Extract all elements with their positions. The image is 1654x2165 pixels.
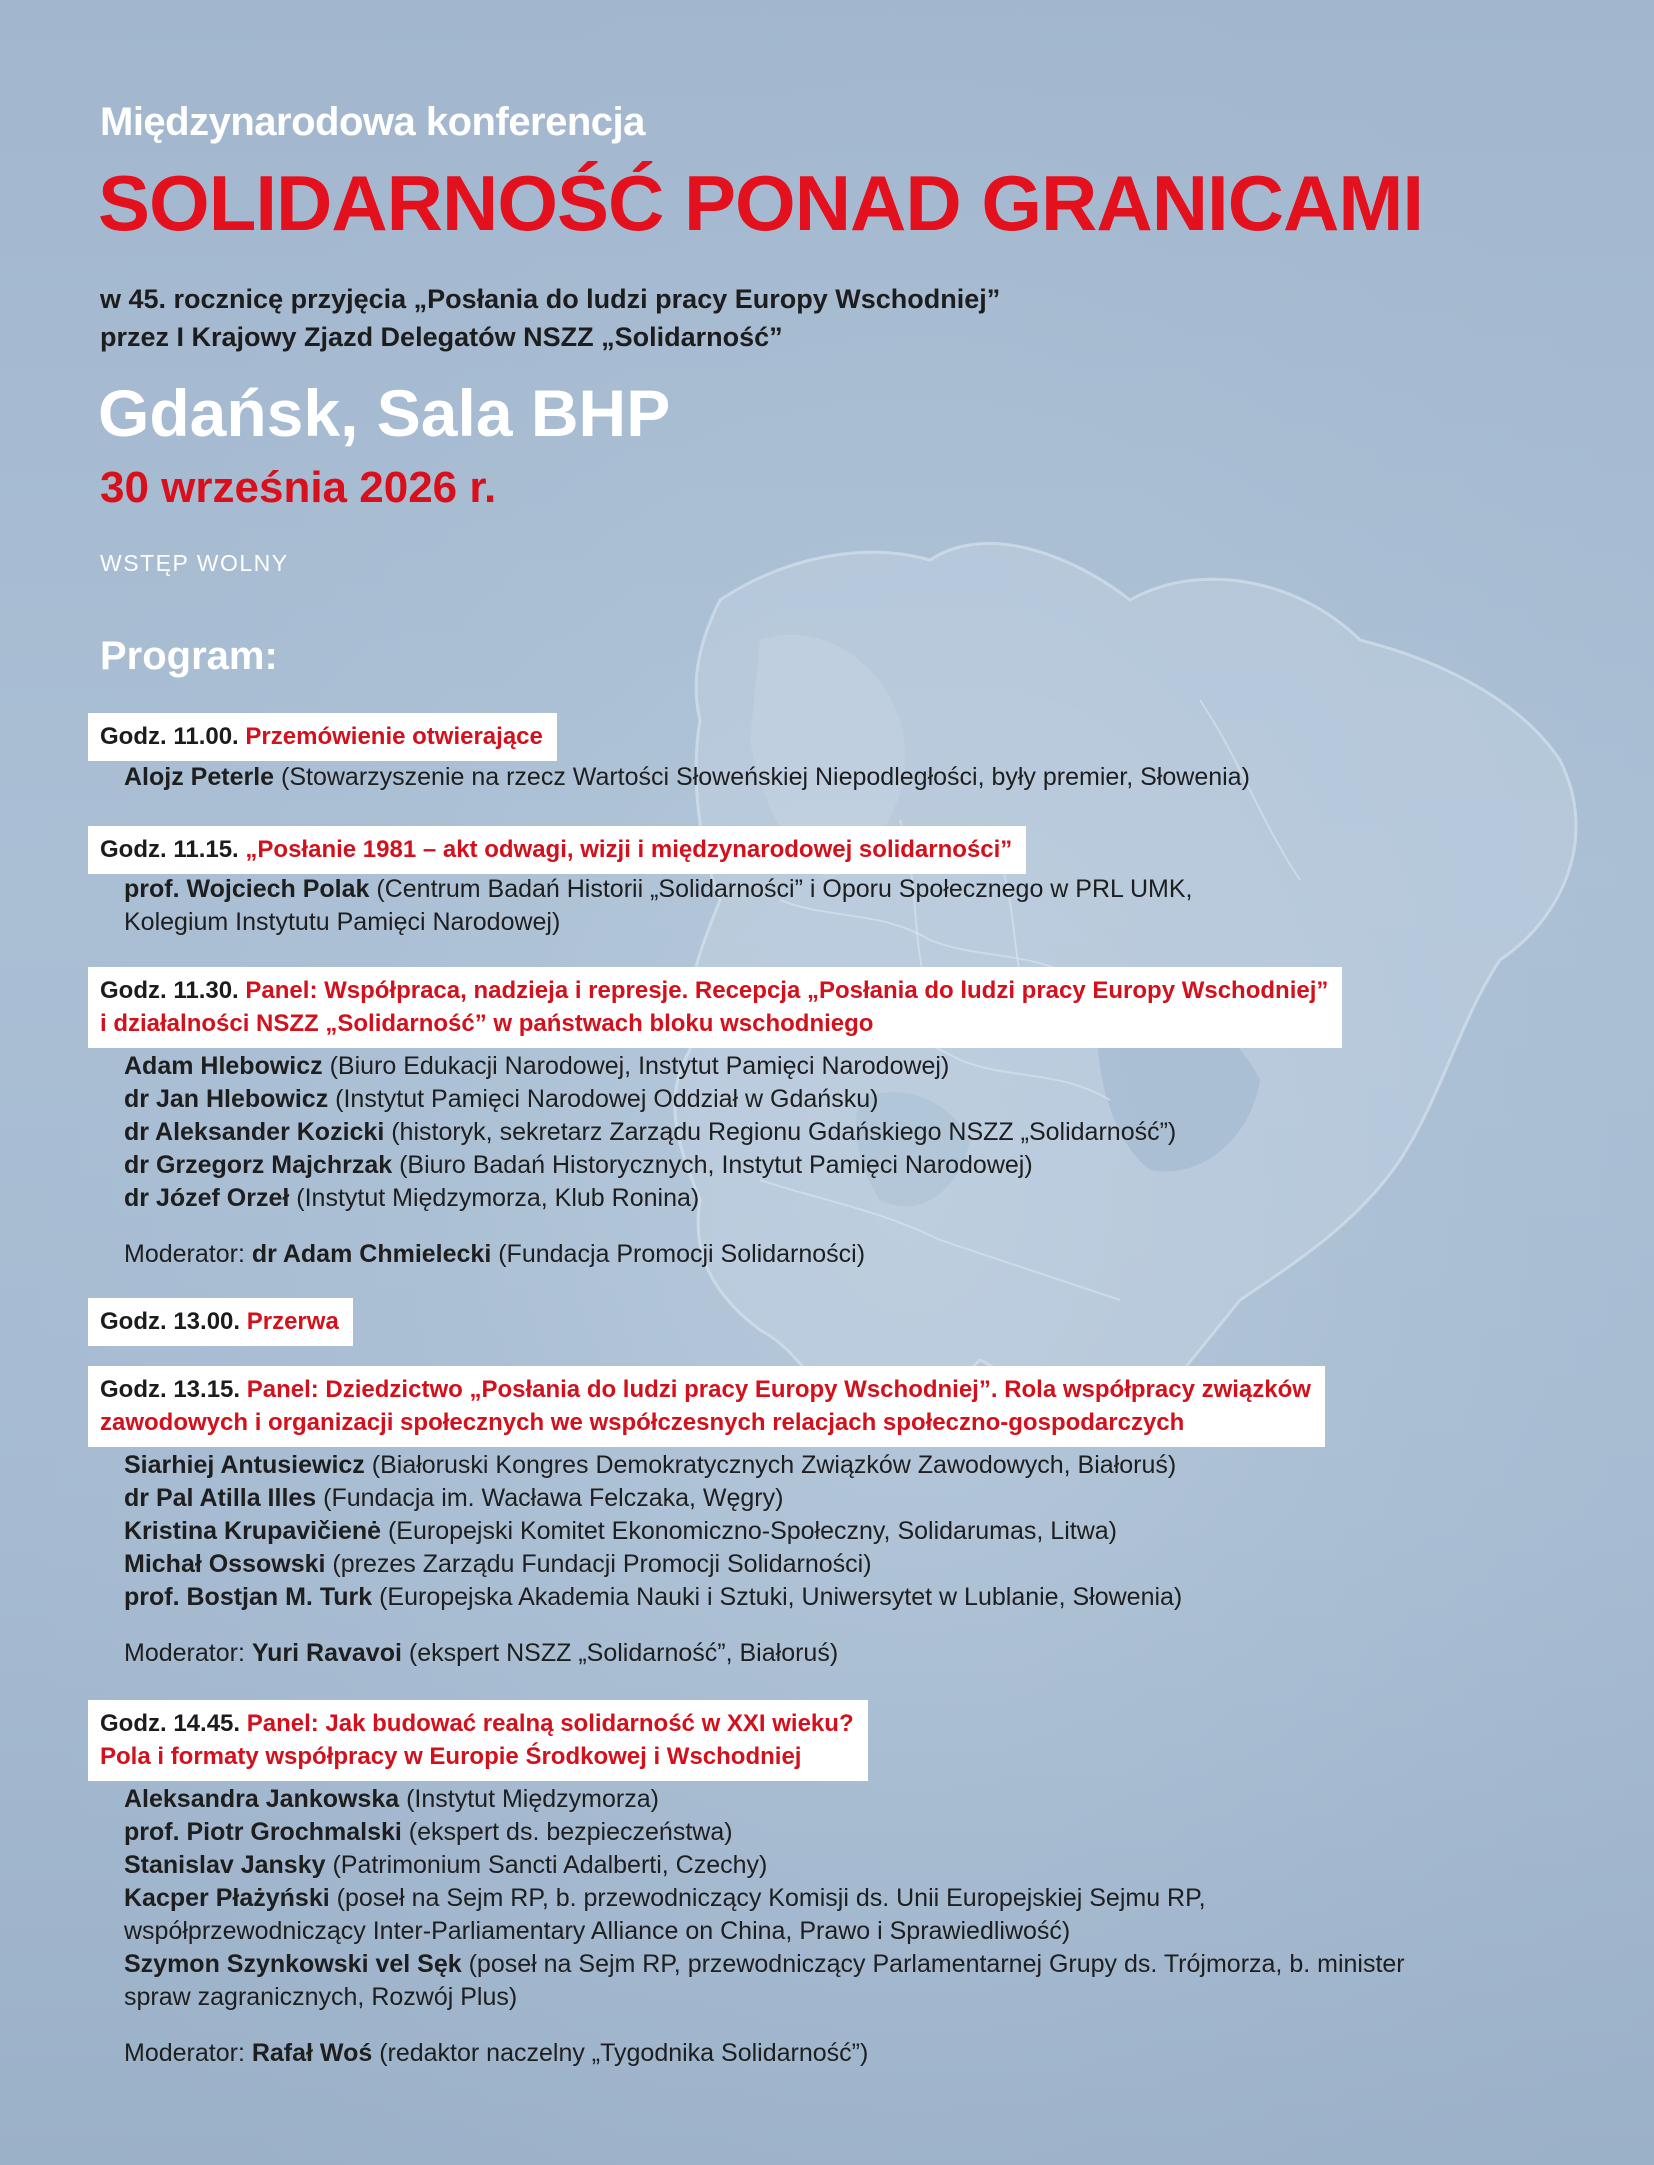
- speaker-affiliation: (Instytut Międzymorza): [399, 1785, 659, 1813]
- speaker-affiliation: (Fundacja im. Wacława Felczaka, Węgry): [316, 1484, 784, 1512]
- session-header: [88, 1700, 868, 1781]
- speaker: [124, 1482, 1182, 1515]
- speaker: [124, 1548, 1182, 1581]
- anniversary-line-2: przez I Krajowy Zjazd Delegatów NSZZ „Solidarność”: [100, 322, 783, 352]
- moderator-name: dr Adam Chmielecki: [251, 1240, 492, 1268]
- session-title-cont: Pola i formaty współpracy w Europie Środkowej i Wschodniej: [100, 1743, 802, 1770]
- speaker-affiliation: (prezes Zarządu Fundacji Promocji Solidarności): [325, 1550, 872, 1578]
- moderator-label: Moderator:: [124, 1240, 252, 1268]
- session-time: Godz. 13.00.: [100, 1308, 241, 1335]
- speaker-list: [124, 1783, 1405, 2014]
- speaker: [124, 1816, 1405, 1849]
- speaker: [124, 761, 1250, 794]
- session-title: „Posłanie 1981 – akt odwagi, wizji i międzynarodowej solidarności”: [245, 836, 1013, 863]
- moderator-affiliation: (Fundacja Promocji Solidarności): [491, 1240, 866, 1268]
- session-header: [88, 1366, 1325, 1447]
- speaker-name: Stanislav Jansky: [124, 1851, 326, 1879]
- session-title: Panel: Dziedzictwo „Posłania do ludzi pracy Europy Wschodniej”. Rola współpracy związków: [246, 1376, 1311, 1403]
- speaker-affiliation: (Europejski Komitet Ekonomiczno-Społeczny, Solidarumas, Litwa): [381, 1517, 1117, 1545]
- session-header: [88, 967, 1342, 1048]
- speaker-list: [124, 1050, 1176, 1215]
- speaker-affiliation: (Biuro Badań Historycznych, Instytut Pamięci Narodowej): [392, 1151, 1033, 1179]
- session-title: Przerwa: [246, 1308, 339, 1335]
- speaker: [124, 1449, 1182, 1482]
- speaker: [124, 1882, 1405, 1948]
- anniversary-line-1: w 45. rocznicę przyjęcia „Posłania do ludzi pracy Europy Wschodniej”: [100, 284, 1001, 314]
- speaker-list: [124, 873, 1192, 939]
- speaker-affiliation: (Patrimonium Sancti Adalberti, Czechy): [325, 1851, 768, 1879]
- speaker-affiliation: (poseł na Sejm RP, b. przewodniczący Komisji ds. Unii Europejskiej Sejmu RP,: [329, 1884, 1206, 1912]
- speaker-name: Alojz Peterle: [124, 763, 275, 791]
- speaker-name: prof. Bostjan M. Turk: [124, 1583, 373, 1611]
- speaker: [124, 1515, 1182, 1548]
- speaker-affiliation: (Stowarzyszenie na rzecz Wartości Słoweńskiej Niepodległości, były premier, Słowenia): [274, 763, 1250, 791]
- conference-title: SOLIDARNOŚĆ PONAD GRANICAMI: [98, 159, 1424, 247]
- moderator: [124, 2037, 868, 2070]
- speaker-affiliation: (Biuro Edukacji Narodowej, Instytut Pamięci Narodowej): [322, 1052, 950, 1080]
- speaker-name: dr Józef Orzeł: [124, 1184, 290, 1212]
- moderator-label: Moderator:: [124, 1639, 252, 1667]
- moderator: [124, 1637, 838, 1670]
- speaker-affiliation: (Instytut Międzymorza, Klub Ronina): [289, 1184, 700, 1212]
- session-title-cont: zawodowych i organizacji społecznych we współczesnych relacjach społeczno-gospodarczych: [100, 1409, 1185, 1436]
- speaker: [124, 1849, 1405, 1882]
- speaker: [124, 1083, 1176, 1116]
- speaker-name: dr Pal Atilla Illes: [124, 1484, 317, 1512]
- speaker-name: prof. Wojciech Polak: [124, 875, 370, 903]
- speaker-name: dr Aleksander Kozicki: [124, 1118, 385, 1146]
- speaker: [124, 1149, 1176, 1182]
- moderator-name: Yuri Ravavoi: [251, 1639, 402, 1667]
- session-time: Godz. 11.00.: [100, 723, 239, 750]
- speaker-affiliation-cont: Kolegium Instytutu Pamięci Narodowej): [124, 908, 561, 936]
- session-title: Przemówienie otwierające: [245, 723, 543, 750]
- conference-subtitle: Międzynarodowa konferencja: [100, 100, 645, 144]
- speaker-name: Siarhiej Antusiewicz: [124, 1451, 365, 1479]
- session-time: Godz. 13.15.: [100, 1376, 241, 1403]
- speaker: [124, 1948, 1405, 2014]
- speaker-name: Kristina Krupavičienė: [124, 1517, 382, 1545]
- speaker-name: Aleksandra Jankowska: [124, 1785, 400, 1813]
- speaker: [124, 1783, 1405, 1816]
- speaker-name: dr Grzegorz Majchrzak: [124, 1151, 393, 1179]
- speaker-name: prof. Piotr Grochmalski: [124, 1818, 402, 1846]
- speaker-list: [124, 1449, 1182, 1614]
- speaker-affiliation: (Centrum Badań Historii „Solidarności” i Oporu Społecznego w PRL UMK,: [369, 875, 1193, 903]
- speaker-name: Michał Ossowski: [124, 1550, 326, 1578]
- speaker-name: dr Jan Hlebowicz: [124, 1085, 329, 1113]
- session-header: [88, 713, 557, 761]
- moderator-name: Rafał Woś: [251, 2039, 373, 2067]
- speaker: [124, 1182, 1176, 1215]
- session-header: [88, 1298, 353, 1346]
- speaker: [124, 1116, 1176, 1149]
- program-heading: Program:: [100, 634, 278, 678]
- speaker: [124, 1050, 1176, 1083]
- venue: Gdańsk, Sala BHP: [98, 376, 671, 450]
- session-header: [88, 826, 1026, 874]
- speaker-affiliation: (Białoruski Kongres Demokratycznych Związków Zawodowych, Białoruś): [364, 1451, 1177, 1479]
- speaker-affiliation: (historyk, sekretarz Zarządu Regionu Gdańskiego NSZZ „Solidarność”): [384, 1118, 1177, 1146]
- speaker: [124, 873, 1192, 939]
- session-title-cont: i działalności NSZZ „Solidarność” w państwach bloku wschodniego: [100, 1010, 874, 1037]
- session-title: Panel: Współpraca, nadzieja i represje. Recepcja „Posłania do ludzi pracy Europy Wschodniej”: [245, 977, 1329, 1004]
- speaker-affiliation-cont: spraw zagranicznych, Rozwój Plus): [124, 1983, 518, 2011]
- speaker-list: [124, 761, 1250, 794]
- speaker-affiliation: (Europejska Akademia Nauki i Sztuki, Uniwersytet w Lublanie, Słowenia): [372, 1583, 1183, 1611]
- speaker-affiliation: (ekspert ds. bezpieczeństwa): [401, 1818, 733, 1846]
- speaker-name: Adam Hlebowicz: [124, 1052, 323, 1080]
- speaker-name: Kacper Płażyński: [124, 1884, 330, 1912]
- speaker-name: Szymon Szynkowski vel Sęk: [124, 1950, 462, 1978]
- anniversary-text: [100, 280, 1000, 356]
- speaker-affiliation: (Instytut Pamięci Narodowej Oddział w Gdańsku): [328, 1085, 879, 1113]
- speaker-affiliation: (poseł na Sejm RP, przewodniczący Parlamentarnej Grupy ds. Trójmorza, b. minister: [461, 1950, 1405, 1978]
- speaker-affiliation-cont: współprzewodniczący Inter-Parliamentary Alliance on China, Prawo i Sprawiedliwość): [124, 1917, 1071, 1945]
- speaker: [124, 1581, 1182, 1614]
- event-date: 30 września 2026 r.: [100, 463, 497, 512]
- session-time: Godz. 14.45.: [100, 1710, 241, 1737]
- session-title: Panel: Jak budować realną solidarność w XXI wieku?: [246, 1710, 854, 1737]
- moderator-affiliation: (ekspert NSZZ „Solidarność”, Białoruś): [401, 1639, 839, 1667]
- session-time: Godz. 11.15.: [100, 836, 239, 863]
- moderator-label: Moderator:: [124, 2039, 252, 2067]
- moderator: [124, 1238, 865, 1271]
- moderator-affiliation: (redaktor naczelny „Tygodnika Solidarność”): [372, 2039, 869, 2067]
- session-time: Godz. 11.30.: [100, 977, 239, 1004]
- admission-note: WSTĘP WOLNY: [100, 550, 289, 576]
